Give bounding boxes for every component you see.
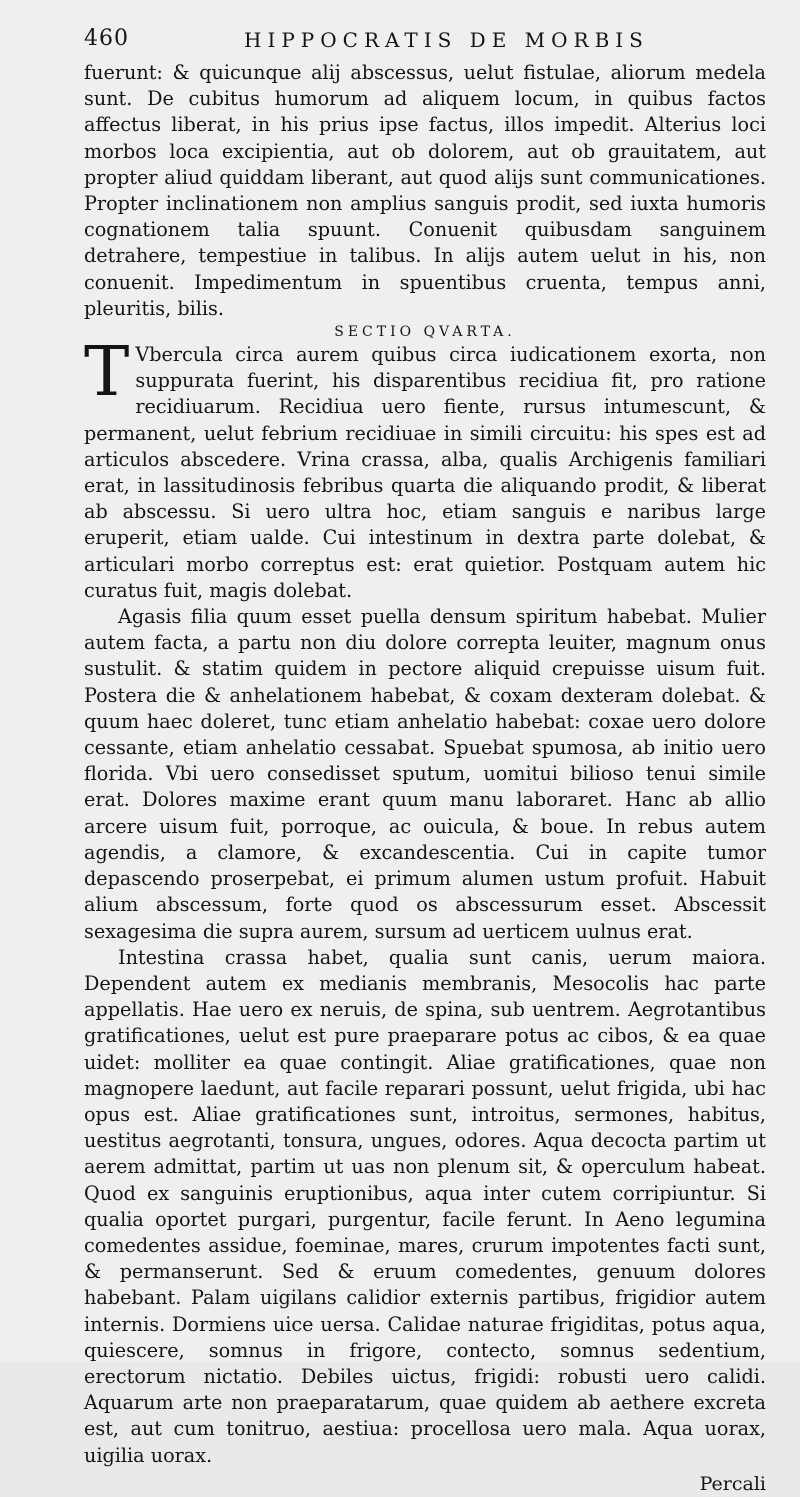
page-header	[84, 26, 766, 54]
drop-cap-letter: T	[84, 333, 130, 413]
paragraph-2-text: Vbercula circa aurem quibus circa iudicationem exorta, non suppurata fuerint, his disparentibus recidiua fit, pro ratione recidiuarum. Recidiua uero fiente, rursus intumescunt, & permanent, uelut febrium recidiuae in simili circuitu: his spes est ad articulos abscedere. Vrina crassa, alba, qualis Archigenis familiari erat, in lassitudinosis febribus quarta die aliquando prodit, & liberat ab abscessu. Si uero ultra hoc, etiam sanguis e naribus large eruperit, etiam ualde. Cui intestinum in dextra parte dolebat, & articulari morbo correptus est: erat quietior. Postquam autem hic curatus fuit, magis dolebat.	[84, 343, 766, 602]
section-heading: SECTIO QVARTA.	[334, 324, 516, 341]
body-text	[84, 60, 766, 1497]
running-head: HIPPOCRATIS DE MORBIS	[244, 28, 649, 52]
page-number: 460	[84, 26, 129, 51]
catchword: Percali	[699, 1472, 766, 1495]
paragraph-2	[84, 333, 766, 604]
paragraph-1: fuerunt: & quicunque alij abscessus, uelut fistulae, aliorum medela sunt. De cubitus humorum ad aliquem locum, in quibus factos affectus liberat, in his prius ipse factus, illos impedit. Alterius loci morbos loca excipientia, aut ob dolorem, aut ob grauitatem, aut propter aliud quiddam liberant, aut quod alijs sunt communicationes. Propter inclinationem non amplius sanguis prodit, sed iuxta humoris cognationem talia spuunt. Conuenit quibusdam sanguinem detrahere, tempestiue in talibus. In alijs autem uelut in his, non conuenit. Impedimentum in spuentibus cruenta, tempus anni, pleuritis, bilis.	[84, 61, 766, 320]
paragraph-4: Intestina crassa habet, qualia sunt canis, uerum maiora. Dependent autem ex medianis membranis, Mesocolis hac parte appellatis. Hae uero ex neruis, de spina, sub uentrem. Aegrotantibus gratificationes, uelut est pure praeparare potus ac cibos, & ea quae uidet: molliter ea quae contingit. Aliae gratificationes, quae non magnopere laedunt, aut facile reparari possunt, uelut frigida, ubi hac opus est. Aliae gratificationes sunt, introitus, sermones, habitus, uestitus aegrotanti, tonsura, ungues, odores. Aqua decocta partim ut aerem admittat, partim ut uas non plenum sit, & operculum habeat. Quod ex sanguinis eruptionibus, aqua inter cutem corripiuntur. Si qualia oportet purgari, purgentur, facile ferunt. In Aeno legumina comedentes assidue, foeminae, mares, crurum impotentes facti sunt, & permanserunt. Sed & eruum comedentes, genuum dolores habebant. Palam uigilans calidior externis partibus, frigidior autem internis. Dormiens uice uersa. Calidae naturae frigiditas, potus aqua, quiescere, somnus in frigore, contecto, somnus sedentium, erectorum nictatio. Debiles uictus, frigidi: robusti uero calidi. Aquarum arte non praeparatarum, quae quidem ab aethere excreta est, aut cum tonitruo, aestiua: procellosa uero mala. Aqua uorax, uigilia uorax.	[84, 945, 766, 1467]
paragraph-3: Agasis filia quum esset puella densum spiritum habebat. Mulier autem facta, a partu non diu dolore correpta leuiter, magnum onus sustulit. & statim quidem in pectore aliquid crepuisse uisum fuit. Postera die & anhelationem habebat, & coxam dexteram dolebat. & quum haec doleret, tunc etiam anhelatio habebat: coxae uero dolore cessante, etiam anhelatio cessabat. Spuebat spumosa, ab initio uero florida. Vbi uero consedisset sputum, uomitui bilioso tenui simile erat. Dolores maxime erant quum manu laboraret. Hanc ab allio arcere uisum fuit, porroque, ac ouicula, & boue. In rebus autem agendis, a clamore, & excandescentia. Cui in capite tumor depascendo proserpebat, ei primum alumen ustum profuit. Habuit alium abscessum, forte quod os abscessurum esset. Abscessit sexagesima die supra aurem, sursum ad uerticem uulnus erat.	[84, 605, 766, 943]
